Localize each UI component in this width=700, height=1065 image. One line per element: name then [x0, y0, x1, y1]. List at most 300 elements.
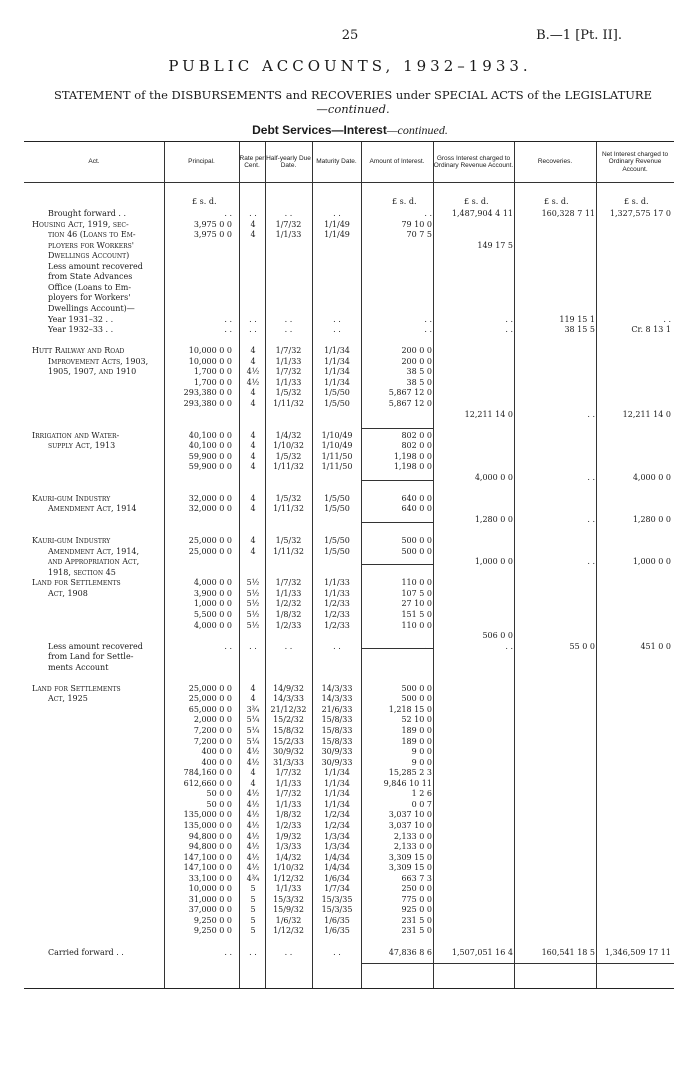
- rate-cell: 4½: [246, 757, 260, 767]
- col-header-maturity: Maturity Date.: [316, 158, 357, 166]
- table-header: [24, 142, 674, 183]
- table-row: [24, 789, 674, 800]
- table-row: [24, 589, 674, 600]
- interest-amount-cell: . .: [424, 641, 432, 651]
- table-row: [24, 431, 674, 442]
- principal-cell: 9,250 0 0: [193, 915, 232, 925]
- interest-amount-cell: 1,218 15 0: [388, 704, 432, 714]
- table-row: [24, 863, 674, 874]
- principal-cell: . .: [224, 947, 232, 957]
- act-cell: 1918, section 45: [48, 567, 116, 577]
- interest-amount-cell: 189 0 0: [401, 736, 432, 746]
- rate-cell: 4½: [246, 810, 260, 820]
- section-subtitle: [0, 123, 700, 138]
- interest-amount-cell: 500 0 0: [401, 546, 432, 556]
- interest-amount-cell: . .: [424, 314, 432, 324]
- subtotal-rule: [361, 648, 433, 649]
- principal-cell: . .: [224, 325, 232, 335]
- maturity-cell: 1/2/34: [324, 820, 350, 830]
- recoveries-cell: 38 15 5: [564, 325, 595, 335]
- rate-cell: 4: [250, 230, 256, 240]
- act-cell: Improvement Acts, 1903,: [48, 356, 149, 366]
- table-row: [24, 726, 674, 737]
- rate-cell: 4: [250, 546, 256, 556]
- due-date-cell: 1/2/33: [275, 820, 302, 830]
- maturity-cell: 1/1/49: [324, 230, 350, 240]
- due-date-cell: 1/4/32: [275, 430, 302, 440]
- maturity-cell: 1/5/50: [324, 504, 350, 514]
- subtotal-rule: [361, 522, 433, 523]
- interest-amount-cell: 500 0 0: [401, 694, 432, 704]
- principal-units: £ s. d.: [192, 197, 217, 206]
- due-date-cell: 1/1/33: [275, 884, 302, 894]
- due-date-cell: . .: [284, 209, 293, 218]
- maturity-cell: 1/10/49: [321, 430, 353, 440]
- maturity-cell: 1/4/34: [324, 852, 350, 862]
- maturity-cell: 1/1/34: [324, 768, 350, 778]
- principal-cell: 4,000 0 0: [193, 578, 232, 588]
- rate-cell: . .: [249, 209, 257, 218]
- act-cell: Kauri-gum Industry: [32, 536, 111, 546]
- act-cell: Irrigation and Water-: [32, 430, 120, 440]
- table-row: [24, 610, 674, 621]
- table-row: [24, 452, 674, 463]
- act-cell: Land for Settlements: [32, 683, 121, 693]
- total-rule: [361, 963, 674, 964]
- rate-cell: 4: [250, 504, 256, 514]
- rate-cell: 4: [250, 219, 256, 229]
- recoveries-cell: . .: [587, 557, 595, 567]
- maturity-cell: 1/1/34: [324, 356, 350, 366]
- table-row: [24, 768, 674, 779]
- rate-cell: 4: [250, 430, 256, 440]
- act-cell: Carried forward . .: [48, 947, 124, 957]
- table-row: [24, 916, 674, 927]
- maturity-cell: 1/11/50: [321, 462, 353, 472]
- principal-cell: 1,700 0 0: [193, 377, 232, 387]
- due-date-cell: 1/8/32: [275, 609, 302, 619]
- due-date-cell: 1/11/32: [273, 546, 304, 556]
- interest-amount-cell: 38 5 0: [406, 377, 432, 387]
- rate-cell: 5¼: [246, 715, 260, 725]
- maturity-cell: . .: [333, 325, 341, 335]
- interest-amount-cell: 925 0 0: [401, 905, 432, 915]
- act-cell: Act, 1925: [48, 694, 88, 704]
- maturity-cell: . .: [333, 947, 341, 957]
- due-date-cell: 14/3/33: [273, 694, 304, 704]
- due-date-cell: 1/5/32: [275, 536, 302, 546]
- rate-cell: 5½: [246, 620, 260, 630]
- maturity-cell: 1/5/50: [324, 388, 350, 398]
- table-row: [24, 346, 674, 357]
- principal-cell: 1,700 0 0: [193, 367, 232, 377]
- maturity-cell: 1/5/50: [324, 536, 350, 546]
- table-row: [24, 578, 674, 589]
- interest-amount-cell: 189 0 0: [401, 726, 432, 735]
- col-header-act: Act.: [88, 158, 100, 166]
- principal-cell: 10,000 0 0: [188, 884, 232, 894]
- due-date-cell: 31/3/33: [273, 757, 304, 767]
- table-row: [24, 262, 674, 273]
- due-date-cell: 1/5/32: [275, 493, 302, 503]
- table-row: [24, 599, 674, 610]
- table-row: [24, 642, 674, 653]
- due-date-cell: 1/6/32: [275, 915, 302, 925]
- table-row: [24, 705, 674, 716]
- rate-cell: 4: [250, 346, 256, 356]
- due-date-cell: 1/3/33: [275, 842, 302, 851]
- maturity-cell: 15/8/33: [321, 736, 353, 746]
- table-row: [24, 526, 674, 537]
- principal-cell: 25,000 0 0: [188, 536, 232, 546]
- maturity-cell: 1/7/34: [324, 884, 350, 894]
- interest-amount-cell: 1,198 0 0: [393, 462, 432, 472]
- due-date-cell: . .: [284, 641, 293, 651]
- due-date-cell: 1/12/32: [273, 926, 304, 936]
- principal-cell: 1,000 0 0: [193, 599, 232, 609]
- interest-amount-cell: 79 10 0: [401, 219, 432, 229]
- due-date-cell: 21/12/32: [270, 704, 307, 714]
- principal-cell: 293,380 0 0: [183, 398, 232, 408]
- subtitle-main: Debt Services—Interest: [252, 123, 387, 137]
- principal-cell: 94,800 0 0: [188, 842, 232, 851]
- act-cell: ployers for Workers': [48, 240, 134, 250]
- rate-cell: 5: [250, 926, 256, 936]
- table-row: [24, 652, 674, 663]
- maturity-cell: 1/1/34: [324, 789, 350, 799]
- maturity-cell: 1/2/34: [324, 810, 350, 820]
- recoveries-cell: . .: [587, 515, 595, 524]
- interest-amount-cell: 70 7 5: [406, 230, 432, 240]
- rate-cell: 5: [250, 884, 256, 894]
- maturity-cell: 1/1/49: [324, 219, 350, 229]
- due-date-cell: 1/5/32: [275, 388, 302, 398]
- subtotal-rule: [361, 564, 433, 565]
- principal-cell: 400 0 0: [201, 747, 232, 757]
- maturity-cell: 30/9/33: [321, 757, 353, 767]
- maturity-cell: 1/2/33: [324, 620, 350, 630]
- table-row: [24, 388, 674, 399]
- act-cell: Hutt Railway and Road: [32, 346, 125, 356]
- table-row: [24, 494, 674, 505]
- maturity-cell: 15/3/35: [321, 894, 353, 904]
- rate-cell: 5: [250, 905, 256, 915]
- act-cell: supply Act, 1913: [48, 441, 116, 451]
- principal-cell: 32,000 0 0: [188, 493, 232, 503]
- rate-cell: 4½: [246, 747, 260, 757]
- act-cell: Dwellings Account): [48, 251, 130, 261]
- rate-cell: 4: [250, 536, 256, 546]
- table-row: [24, 293, 674, 304]
- table-row: [24, 842, 674, 853]
- rate-cell: 4½: [246, 831, 260, 841]
- interest-amount-cell: 3,309 15 0: [388, 852, 432, 862]
- principal-cell: 59,900 0 0: [188, 451, 232, 461]
- principal-cell: 7,200 0 0: [193, 726, 232, 735]
- maturity-cell: 1/3/34: [324, 842, 350, 851]
- principal-cell: . .: [224, 209, 232, 218]
- due-date-cell: 30/9/32: [273, 747, 304, 757]
- table-row: [24, 483, 674, 494]
- maturity-cell: 1/3/34: [324, 831, 350, 841]
- maturity-cell: 1/2/33: [324, 599, 350, 609]
- interest-amount-cell: 200 0 0: [401, 346, 432, 356]
- principal-cell: 5,500 0 0: [193, 609, 232, 619]
- rate-cell: 5: [250, 894, 256, 904]
- interest-amount-cell: 1,198 0 0: [393, 451, 432, 461]
- act-cell: and Appropriation Act,: [48, 557, 140, 567]
- due-date-cell: 15/3/32: [273, 894, 304, 904]
- due-date-cell: 15/9/32: [273, 905, 304, 915]
- rate-cell: 4½: [246, 789, 260, 799]
- gross-interest-cell: 12,211 14 0: [464, 409, 513, 419]
- due-date-cell: 15/8/32: [273, 726, 304, 735]
- interest-amount-cell: 110 0 0: [401, 578, 432, 588]
- gross-units: £ s. d.: [464, 197, 489, 206]
- table-row: [24, 283, 674, 294]
- act-cell: ments Account: [48, 662, 109, 672]
- interest-amount-cell: 802 0 0: [401, 441, 432, 451]
- maturity-cell: 1/5/50: [324, 546, 350, 556]
- act-cell: Act, 1908: [48, 588, 88, 598]
- due-date-cell: 1/9/32: [275, 831, 302, 841]
- principal-cell: 40,100 0 0: [188, 441, 232, 451]
- gross-interest-cell: 4,000 0 0: [474, 472, 513, 482]
- gross-interest-cell: . .: [505, 641, 513, 651]
- recoveries-cell: . .: [587, 409, 595, 419]
- maturity-cell: 1/1/34: [324, 778, 350, 788]
- maturity-cell: 21/6/33: [321, 704, 353, 714]
- principal-cell: 2,000 0 0: [193, 715, 232, 725]
- rate-cell: 4: [250, 356, 256, 366]
- table-row: [24, 378, 674, 389]
- document-reference: B.—1 [Pt. II].: [536, 28, 622, 43]
- principal-cell: 37,000 0 0: [188, 905, 232, 915]
- principal-cell: 25,000 0 0: [188, 546, 232, 556]
- due-date-cell: 1/5/32: [275, 451, 302, 461]
- table-row: [24, 304, 674, 315]
- rate-cell: 5½: [246, 599, 260, 609]
- interest-amount-cell: 27 10 0: [401, 599, 432, 609]
- table-row: [24, 895, 674, 906]
- act-cell: Housing Act, 1919, sec-: [32, 219, 129, 229]
- maturity-cell: 1/10/49: [321, 441, 353, 451]
- rate-cell: 4: [250, 493, 256, 503]
- due-date-cell: 1/8/32: [275, 810, 302, 820]
- net-interest-cell: 1,000 0 0: [632, 557, 671, 567]
- principal-cell: 135,000 0 0: [183, 810, 232, 820]
- rate-cell: 4: [250, 451, 256, 461]
- interest-amount-cell: 38 5 0: [406, 367, 432, 377]
- interest-amount-cell: 250 0 0: [401, 884, 432, 894]
- rate-cell: . .: [249, 641, 257, 651]
- table-row: [24, 832, 674, 843]
- gross-interest-cell: 149 17 5: [477, 240, 513, 250]
- due-date-cell: 1/1/33: [275, 230, 302, 240]
- interest-amount-cell: 775 0 0: [401, 894, 432, 904]
- interest-amount-cell: 5,867 12 0: [388, 398, 432, 408]
- interest-amount-cell: 9 0 0: [411, 747, 432, 757]
- statement-heading: [48, 88, 658, 116]
- due-date-cell: 1/4/32: [275, 852, 302, 862]
- due-date-cell: 1/1/33: [275, 377, 302, 387]
- table-row: [24, 737, 674, 748]
- interest-amount-cell: 802 0 0: [401, 430, 432, 440]
- due-date-cell: 1/1/33: [275, 588, 302, 598]
- net-interest-cell: 1,346,509 17 11: [604, 947, 671, 957]
- net-interest-cell: Cr. 8 13 1: [631, 325, 671, 335]
- gross-interest-cell: 506 0 0: [482, 631, 513, 640]
- act-cell: Dwellings Account)—: [48, 303, 135, 313]
- interest-amount-cell: 640 0 0: [401, 493, 432, 503]
- statement-line: STATEMENT of the DISBURSEMENTS and RECOVERIES under SPECIAL ACTS of the LEGISLATURE: [54, 88, 652, 102]
- rate-cell: 5½: [246, 578, 260, 588]
- recoveries-cell: 119 15 1: [559, 314, 595, 324]
- col-header-principal: Principal.: [188, 158, 215, 166]
- principal-cell: 33,100 0 0: [188, 873, 232, 883]
- interest-amount-cell: 9 0 0: [411, 757, 432, 767]
- principal-cell: 59,900 0 0: [188, 462, 232, 472]
- table-row: [24, 905, 674, 916]
- net-units: £ s. d.: [624, 197, 649, 206]
- rate-cell: 4½: [246, 863, 260, 873]
- principal-cell: 4,000 0 0: [193, 620, 232, 630]
- principal-cell: 32,000 0 0: [188, 504, 232, 514]
- maturity-cell: 1/6/35: [324, 915, 350, 925]
- net-interest-cell: . .: [663, 314, 671, 324]
- table-row: [24, 325, 674, 336]
- table-row: [24, 779, 674, 790]
- rate-cell: 4½: [246, 367, 260, 377]
- interest-amount-cell: 3,037 10 0: [388, 810, 432, 820]
- principal-cell: 25,000 0 0: [188, 683, 232, 693]
- table-row: [24, 926, 674, 937]
- principal-cell: 31,000 0 0: [188, 894, 232, 904]
- table-row: [24, 209, 674, 220]
- recoveries-cell: 160,541 18 5: [541, 947, 595, 957]
- act-cell: 1905, 1907, and 1910: [48, 367, 137, 377]
- table-row: [24, 336, 674, 347]
- due-date-cell: 1/1/33: [275, 799, 302, 809]
- gross-interest-cell: 1,487,904 4 11: [451, 209, 513, 218]
- interest-amount-cell: 0 0 7: [411, 799, 432, 809]
- interest-amount-cell: 2,133 0 0: [393, 831, 432, 841]
- rate-cell: . .: [249, 314, 257, 324]
- interest-amount-cell: 15,285 2 3: [388, 768, 432, 778]
- maturity-cell: 1/6/35: [324, 926, 350, 936]
- due-date-cell: 1/1/33: [275, 778, 302, 788]
- table-row: [24, 272, 674, 283]
- principal-cell: 94,800 0 0: [188, 831, 232, 841]
- principal-cell: 50 0 0: [206, 789, 232, 799]
- table-row: [24, 800, 674, 811]
- rate-cell: 4: [250, 768, 256, 778]
- maturity-cell: 1/1/34: [324, 346, 350, 356]
- maturity-cell: 1/5/50: [324, 398, 350, 408]
- interest-amount-cell: 5,867 12 0: [388, 388, 432, 398]
- table-row: [24, 420, 674, 431]
- principal-cell: . .: [224, 641, 232, 651]
- due-date-cell: 1/2/32: [275, 599, 302, 609]
- rate-cell: 4½: [246, 842, 260, 851]
- principal-cell: 293,380 0 0: [183, 388, 232, 398]
- rate-cell: 4½: [246, 377, 260, 387]
- due-date-cell: 1/11/32: [273, 462, 304, 472]
- interest-amount-cell: 640 0 0: [401, 504, 432, 514]
- interest-amount-cell: 231 5 0: [401, 926, 432, 936]
- maturity-cell: 30/9/33: [321, 747, 353, 757]
- table-row: [24, 631, 674, 642]
- act-cell: from State Advances: [48, 272, 133, 282]
- due-date-cell: 15/2/33: [273, 736, 304, 746]
- interest-amount-cell: 107 5 0: [401, 588, 432, 598]
- act-cell: Amendment Act, 1914: [48, 504, 137, 514]
- gross-interest-cell: 1,507,051 16 4: [451, 947, 513, 957]
- col-header-rate: Rate per Cent.: [239, 154, 265, 169]
- rate-cell: 4: [250, 683, 256, 693]
- gross-interest-cell: 1,280 0 0: [474, 515, 513, 524]
- amount-units: £ s. d.: [392, 197, 417, 206]
- rate-cell: . .: [249, 325, 257, 335]
- table-row: [24, 821, 674, 832]
- principal-cell: 10,000 0 0: [188, 346, 232, 356]
- due-date-cell: 1/7/32: [275, 219, 302, 229]
- due-date-cell: 1/11/32: [273, 504, 304, 514]
- principal-cell: 65,000 0 0: [188, 704, 232, 714]
- interest-amount-cell: 151 5 0: [401, 609, 432, 619]
- rate-cell: 3¾: [246, 704, 260, 714]
- table-row: [24, 357, 674, 368]
- col-header-recoveries: Recoveries.: [537, 158, 573, 166]
- maturity-cell: 15/8/33: [321, 726, 353, 735]
- table-row: [24, 758, 674, 769]
- table-row: [24, 367, 674, 378]
- interest-amount-cell: 9,846 10 11: [383, 778, 432, 788]
- due-date-cell: 1/7/32: [275, 789, 302, 799]
- due-date-cell: 1/10/32: [273, 441, 304, 451]
- table-row: [24, 473, 674, 484]
- maturity-cell: 1/1/34: [324, 367, 350, 377]
- maturity-cell: . .: [333, 314, 341, 324]
- maturity-cell: 1/1/33: [324, 578, 350, 588]
- maturity-cell: 1/5/50: [324, 493, 350, 503]
- table-row: [24, 621, 674, 632]
- due-date-cell: 1/11/32: [273, 398, 304, 408]
- table-row: [24, 251, 674, 262]
- table-row: [24, 694, 674, 705]
- maturity-cell: 1/6/34: [324, 873, 350, 883]
- rate-cell: 4: [250, 694, 256, 704]
- interest-amount-cell: 200 0 0: [401, 356, 432, 366]
- table-row: [24, 937, 674, 948]
- subtotal-rule: [361, 480, 433, 481]
- table-row: [24, 441, 674, 452]
- table-row: [24, 315, 674, 326]
- act-cell: Year 1932–33 . .: [48, 325, 114, 335]
- due-date-cell: 15/2/32: [273, 715, 304, 725]
- maturity-cell: . .: [333, 641, 341, 651]
- net-interest-cell: 12,211 14 0: [622, 409, 671, 419]
- maturity-cell: 1/2/33: [324, 609, 350, 619]
- rate-cell: 4: [250, 441, 256, 451]
- act-cell: tion 46 (Loans to Em-: [48, 230, 136, 240]
- interest-amount-cell: 663 7 3: [401, 873, 432, 883]
- rate-cell: 4: [250, 388, 256, 398]
- rate-cell: 4½: [246, 852, 260, 862]
- rate-cell: 4½: [246, 820, 260, 830]
- rate-cell: 5½: [246, 588, 260, 598]
- interest-amount-cell: 500 0 0: [401, 536, 432, 546]
